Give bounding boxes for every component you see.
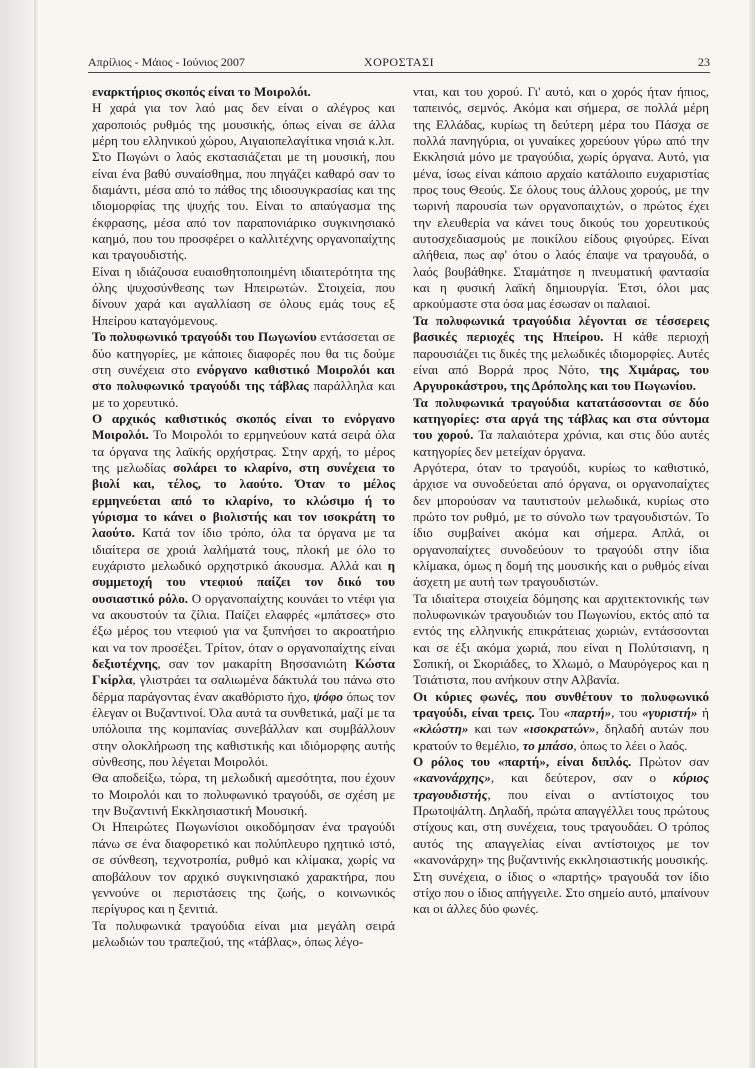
bold-text-run: Το πολυφωνικό τραγούδι του Πωγωνίου bbox=[92, 329, 317, 345]
text-run: Πρώτον σαν bbox=[631, 754, 709, 770]
paragraph bbox=[413, 689, 709, 754]
text-run: , γλιστράει τα σαλιωμένα δάκτυλά του πάνω στο δέρμα παράγοντας έναν ακαθόριστο ήχο, bbox=[92, 672, 395, 704]
text-run: , όπως το λέει ο λαός. bbox=[573, 737, 688, 753]
bold-text-run: Όταν το μέλος ερμηνεύεται από το κλαρίνο, το κλώσιμο ή το γύρισμα το κάνει ο βιολιστής και τον ισοκράτη το λαούτο. bbox=[92, 476, 395, 541]
text-run: Τα ιδιαίτερα στοιχεία δόμησης και αρχιτεκτονικής των πολυφωνικών τραγουδιών του Πωγωνίου, εκτός από τα εντός της ελληνικής επικράτειας χωριών, εντάσσονται και σε έξι ακόμα χωριά, που είναι η Πολύτσιανη, η Σοπική, οι Σκοριάδες, το Χλωμό, ο Μαυρόγερος και η Τσιάτιστα, που ανήκουν στην Αλβανία. bbox=[413, 590, 709, 688]
paragraph bbox=[413, 395, 709, 460]
bold-text-run: η συμμετοχή του ντεφιού παίζει τον δικό του ουσιαστικό ρόλο. bbox=[92, 557, 395, 606]
page-number: 23 bbox=[698, 55, 710, 69]
text-run: και των bbox=[468, 721, 524, 737]
bold-text-run: δεξιοτέχνης bbox=[92, 656, 158, 672]
text-run: Ο οργανοπαίχτης κουνάει το ντέφι για να ακουστούν τα ζίλια. Παίζει ελαφρές «μπάτσες» στο έξω μέρος του ντεφιού για να ξυπνήσει το ακροατήριο και να τον προσέξει. Τρίτον, όταν ο οργανοπαίχτης είναι bbox=[92, 590, 395, 655]
text-run: Η χαρά για τον λαό μας δεν είναι ο αλέγρος και χαροποιός ρυθμός της μουσικής, όπως είναι σε άλλα μέρη του ελληνικού χώρου, Αιγαιοπελαγίτικα νησιά κ.λπ. bbox=[92, 100, 395, 149]
text-run: Του bbox=[534, 705, 564, 721]
bold-text-run: Τα πολυφωνικά τραγούδια κατατάσσονται σε δύο κατηγορίες: στα αργά της τάβλας και στα σύντομα του χορού. bbox=[413, 394, 709, 443]
paragraph bbox=[92, 84, 395, 100]
bold-text-run: το μπάσο bbox=[522, 737, 574, 753]
text-run: Αργότερα, όταν το τραγούδι, κυρίως το καθιστικό, άρχισε να συνοδεύεται από όργανα, οι οργανοπαίχτες δεν μπορούσαν να ταυτιστούν μελωδικά, κυρίως στο πρώτο τον ρυθμό, με το σύνολο των τραγουδιστών. Το ίδιο συμβαίνει ακόμα και σήμερα. Απλά, οι οργανοπαίχτες συνοδεύουν το τραγούδι στην ίδια κλίμακα, όμως η δομή της μουσικής και ο ρυθμός είναι άσχετη με αυτή των τραγουδιστών. bbox=[413, 459, 709, 590]
bold-text-run: ενόργανο καθιστικό Μοιρολόι και στο πολυφωνικό τραγούδι της τάβλας bbox=[92, 361, 395, 394]
text-run: παράλληλα και με το χορευτικό. bbox=[92, 378, 396, 410]
paragraph bbox=[92, 329, 395, 411]
paragraph bbox=[413, 460, 709, 591]
bold-text-run: σολάρει το κλαρίνο, στη συνέχεια το βιολί και, τέλος, το λαούτο. bbox=[92, 459, 395, 492]
paragraph bbox=[413, 591, 709, 689]
text-run: , που είναι ο αντίστοιχος του Πρωτοψάλτη. Δηλαδή, πρώτα απαγγέλλει τους πρώτους στίχους και, στη συνέχεια, τους τραγουδάει. Ο τρόπος αυτός της απαγγελίας είναι αντίστοιχος με τον «κανονάρχη» της βυζαντινής εκκλησιαστικής μουσικής. bbox=[413, 786, 709, 868]
text-run: Θα αποδείξω, τώρα, τη μελωδική αμεσότητα, που έχουν το Μοιρολόι και το πολυφωνικό τραγούδι, σε σχέση με την Βυζαντινή Εκκλησιαστική Μουσική. bbox=[92, 770, 395, 819]
text-run: Στο Πωγώνι ο λαός εκστασιάζεται με τη μουσική, που είναι ένα βαθύ συναίσθημα, που πηγάζει καθαρό σαν το διαμάντι, μέσα από το πάθος της ιδιοσυγκρασίας και της ιδιομορφίας της ψυχής του. Είναι το απαύγασμα της έκφρασης, μέσα από τον παραπονιάρικο συγκινησιακό καημό, που του προσφέρει ο καλλιτέχνης οργανοπαίχτης και τραγουδιστής. bbox=[92, 149, 395, 263]
text-run bbox=[282, 476, 295, 491]
bold-text-run: Οι κύριες φωνές, που συνθέτουν το πολυφωνικό τραγούδι, είναι τρεις. bbox=[413, 688, 709, 721]
bold-text-run: «κλώστη» bbox=[413, 721, 469, 737]
header-magazine-title: ΧΟΡΟΣΤΑΣΙ bbox=[363, 55, 435, 69]
page-right-edge bbox=[749, 0, 755, 1068]
bold-text-run: Κώστα Γκίρλα bbox=[92, 656, 395, 688]
bold-text-run: «ισοκρατών» bbox=[523, 721, 596, 737]
page-fold bbox=[34, 0, 38, 1068]
right-column bbox=[413, 84, 709, 918]
text-run: Τα παλαιότερα χρόνια, και στις δύο αυτές κατηγορίες δεν μετείχαν όργανα. bbox=[413, 427, 709, 459]
paragraph bbox=[92, 100, 395, 149]
paragraph bbox=[92, 918, 395, 951]
paragraph bbox=[92, 411, 395, 771]
paragraph bbox=[92, 264, 395, 329]
text-run: , του bbox=[611, 705, 643, 721]
bold-text-run: Ο αρχικός καθιστικός σκοπός είναι το ενόργανο Μοιρολόι. bbox=[92, 410, 395, 443]
text-run: Η κάθε περιοχή παρουσιάζει τις δικές της μελωδικές ιδιομορφίες. Αυτές είναι από Βορρά προς Νότο, bbox=[413, 329, 709, 377]
text-run: Στη συνέχεια, ο ίδιος ο «παρτής» τραγουδά τον ίδιο στίχο που ο ίδιος απήγγειλε. Στο σημείο αυτό, μπαίνουν και οι άλλες δύο φωνές. bbox=[413, 868, 709, 917]
paragraph bbox=[92, 149, 395, 263]
left-column bbox=[92, 84, 395, 950]
paragraph bbox=[413, 869, 709, 918]
bold-text-run: της Χιμάρας, του Αργυροκάστρου, της Δρόπολης και του Πωγωνίου. bbox=[413, 361, 710, 394]
text-run: , σαν τον μακαρίτη Βησσανιώτη bbox=[157, 656, 356, 672]
text-run: Το Μοιρολόι το ερμηνεύουν κατά σειρά όλα τα όργανα της λαϊκής ορχήστρας. Στην αρχή, το μέρος της μελωδίας bbox=[92, 427, 395, 475]
text-run: Κατά τον ίδιο τρόπο, όλα τα όργανα με τα ιδιαίτερα σε χροιά λαλήματά τους, πλοκή με όλο το ευχάριστο μελωδικό ορχηστρικό άκουσμα. Αλλά και bbox=[92, 525, 395, 573]
paragraph bbox=[413, 313, 709, 395]
page-binding-edge bbox=[0, 0, 34, 1068]
bold-text-run: «κανονάρχης» bbox=[413, 770, 491, 786]
header-date: Απρίλιος - Μάιος - Ιούνιος 2007 bbox=[88, 55, 245, 69]
paragraph bbox=[413, 84, 709, 313]
bold-text-run: «γυριστή» bbox=[642, 705, 698, 721]
text-run: Οι Ηπειρώτες Πωγωνίσιοι οικοδόμησαν ένα τραγούδι πάνω σε ένα διαφορετικό και πολύπλευρο ηχητικό ιστό, σε σύνθεση, τεχνοτροπία, ρυθμό και κλίμακα, χωρίς να αποβάλουν τον αρχικό συγκινησιακό χαρακτήρα, που γεννούνε οι περιστάσεις της ζωής, ο κοινωνικός περίγυρος και η ξενιτιά. bbox=[92, 819, 395, 917]
bold-text-run: Τα πολυφωνικά τραγούδια λέγονται σε τέσσερεις βασικές περιοχές της Ηπείρου. bbox=[413, 312, 709, 345]
bold-text-run: κύριος τραγουδιστής bbox=[413, 770, 709, 802]
header-rule bbox=[88, 72, 710, 73]
bold-text-run: ψόφο bbox=[313, 688, 343, 704]
paragraph bbox=[92, 819, 395, 917]
bold-text-run: Ο ρόλος του «παρτή», είναι διπλός. bbox=[413, 754, 632, 770]
running-header bbox=[88, 55, 710, 71]
bold-text-run: εναρκτήριος σκοπός είναι το Μοιρολόι. bbox=[92, 84, 311, 99]
text-run: νται, και του χορού. Γι' αυτό, και ο χορός ήταν ήπιος, ταπεινός, σεμνός. Ακόμα και σήμερα, σε πολλά μέρη της Ελλάδας, κυρίως τη δεύτερη μέρα του Πάσχα σε πολλά πανηγύρια, οι γυναίκες χορεύουν γύρω από την Εκκλησιά μόνο με τραγούδια, χωρίς όργανα. Αυτό, για μένα, ίσως είναι κάποιο αρχαίο κατάλοιπο ευχαριστίας προς τους Θεούς. Σε όλους τους άλλους χορούς, με την τωρινή παρουσία των οργανοπαιχτών, ο πρώτος έχει την ελευθερία να κάνει τους δικούς του χορευτικούς αυτοσχεδιασμούς με ποικίλου είδους φιγούρες. Είναι αλήθεια, πως αφ' ότου ο λαός έπαψε να τραγουδά, ο λαός βουβάθηκε. Σταμάτησε η πνευματική φαντασία και η φυσική λαϊκή δημιουργία. Έτσι, όλοι μας αρκούμαστε στα όσα μας έσωσαν οι παλαιοί. bbox=[413, 84, 709, 312]
text-run: Τα πολυφωνικά τραγούδια είναι μια μεγάλη σειρά μελωδιών του τραπεζιού, της «τάβλας», όπως λέγο- bbox=[92, 917, 395, 949]
text-run: όπως τον έλεγαν οι Βυζαντινοί. Όλα αυτά τα συνθετικά, μαζί με τα υπόλοιπα της κομπανίας συνεβάλλαν και συμβάλλουν στην ολοκλήρωση της καθιστικής και ιδιόμορφης αυτής σύνθεσης, που λέγεται Μοιρολόι. bbox=[92, 688, 395, 770]
text-run: , δηλαδή αυτών που κρατούν το θεμέλιο, bbox=[413, 721, 709, 753]
text-run: Είναι η ιδιάζουσα ευαισθητοποιημένη ιδιαιτερότητα της όλης ψυχοσύνθεσης των Ηπειρωτών. Στοιχεία, που δίνουν χαρά και αγαλλίαση σε όλους εμάς τους εξ Ηπείρου καταγόμενους. bbox=[92, 263, 395, 328]
paragraph bbox=[413, 754, 709, 868]
text-run: , και δεύτερον, σαν ο bbox=[490, 770, 673, 786]
paragraph bbox=[92, 770, 395, 819]
text-run: ή bbox=[697, 705, 710, 721]
text-run: εντάσσεται σε δύο κατηγορίες, με κάποιες διαφορές που θα τις δούμε στη συνέχεια στο bbox=[92, 329, 396, 377]
bold-text-run: «παρτή» bbox=[563, 705, 612, 721]
